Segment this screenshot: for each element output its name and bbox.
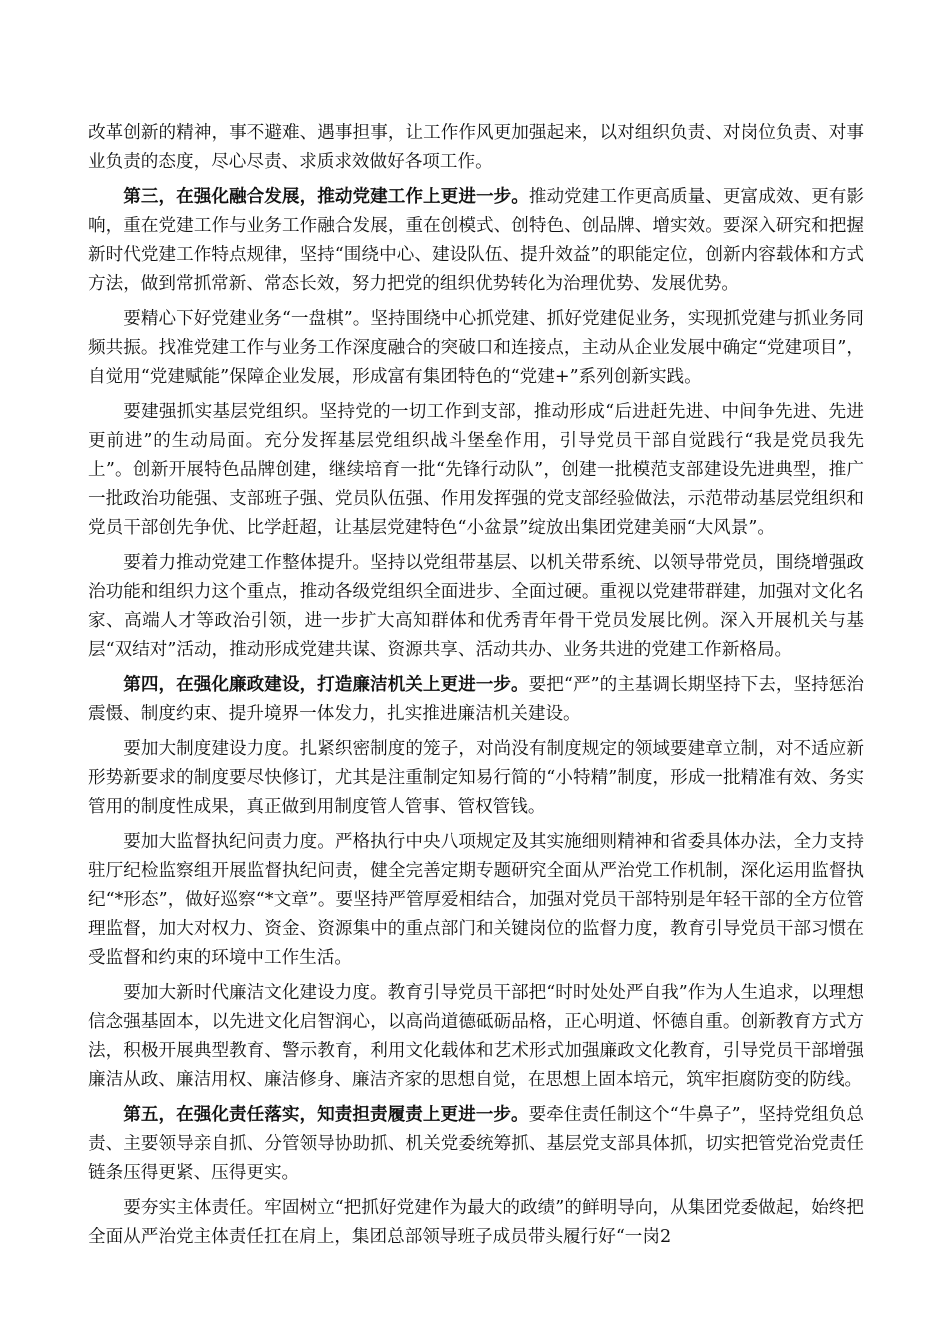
paragraph-1: [88, 118, 864, 177]
paragraph-6-text: 要把“严”的主基调长期坚持下去，坚持惩治震慑、制度约束、提升境界一体发力，扎实推进廉洁机关建设。: [88, 675, 864, 724]
paragraph-11: [88, 1193, 864, 1252]
paragraph-4: [88, 397, 864, 543]
paragraph-6-lead: 第四，在强化廉政建设，打造廉洁机关上更进一步。: [123, 674, 529, 695]
paragraph-6: [88, 670, 864, 729]
paragraph-3-text: 要精心下好党建业务“一盘棋”。坚持围绕中心抓党建、抓好党建促业务，实现抓党建与抓业务同频共振。找准党建工作与业务工作深度融合的突破口和连接点，主动从企业发展中确定“党建项目”，自觉用“党建赋能”保障企业发展，形成富有集团特色的“党建+”系列创新实践。: [88, 309, 864, 387]
paragraph-3: [88, 304, 864, 392]
paragraph-10: [88, 1100, 864, 1188]
paragraph-10-text: 要牵住责任制这个“牛鼻子”，坚持党组负总责、主要领导亲自抓、分管领导协助抓、机关党委统筹抓、基层党支部具体抓，切实把管党治党责任链条压得更紧、压得更实。: [88, 1105, 864, 1183]
paragraph-5: [88, 548, 864, 665]
paragraph-11-text: 要夯实主体责任。牢固树立“把抓好党建作为最大的政绩”的鲜明导向，从集团党委做起，始终把全面从严治党主体责任扛在肩上，集团总部领导班子成员带头履行好“一岗2: [88, 1198, 864, 1247]
paragraph-8-text: 要加大监督执纪问责力度。严格执行中央八项规定及其实施细则精神和省委具体办法，全力支持驻厅纪检监察组开展监督执纪问责，健全完善定期专题研究全面从严治党工作机制，深化运用监督执纪“*形态”，做好巡察“*文章”。要坚持严管厚爱相结合，加强对党员干部特别是年轻干部的全方位管理监督，加大对权力、资金、资源集中的重点部门和关键岗位的监督力度，教育引导党员干部习惯在受监督和约束的环境中工作生活。: [88, 832, 864, 968]
paragraph-1-text: 改革创新的精神，事不避难、遇事担事，让工作作风更加强起来，以对组织负责、对岗位负责、对事业负责的态度，尽心尽责、求质求效做好各项工作。: [88, 123, 864, 172]
document-page: [88, 118, 864, 1257]
paragraph-10-lead: 第五，在强化责任落实，知责担责履责上更进一步。: [123, 1104, 529, 1125]
paragraph-2: [88, 182, 864, 299]
paragraph-4-text: 要建强抓实基层党组织。坚持党的一切工作到支部，推动形成“后进赶先进、中间争先进、先进更前进”的生动局面。充分发挥基层党组织战斗堡垒作用，引导党员干部自觉践行“我是党员我先上”。创新开展特色品牌创建，继续培育一批“先锋行动队”，创建一批模范支部建设先进典型，推广一批政治功能强、支部班子强、党员队伍强、作用发挥强的党支部经验做法，示范带动基层党组织和党员干部创先争优、比学赶超，让基层党建特色“小盆景”绽放出集团党建美丽“大风景”。: [88, 402, 864, 538]
paragraph-7: [88, 734, 864, 822]
paragraph-9-text: 要加大新时代廉洁文化建设力度。教育引导党员干部把“时时处处严自我”作为人生追求，以理想信念强基固本，以先进文化启智润心，以高尚道德砥砺品格，正心明道、怀德自重。创新教育方式方法，积极开展典型教育、警示教育，利用文化载体和艺术形式加强廉政文化教育，引导党员干部增强廉洁从政、廉洁用权、廉洁修身、廉洁齐家的思想自觉，在思想上固本培元，筑牢拒腐防变的防线。: [88, 983, 864, 1090]
paragraph-5-text: 要着力推动党建工作整体提升。坚持以党组带基层、以机关带系统、以领导带党员，围绕增强政治功能和组织力这个重点，推动各级党组织全面进步、全面过硬。重视以党建带群建，加强对文化名家、高端人才等政治引领，进一步扩大高知群体和优秀青年骨干党员发展比例。深入开展机关与基层“双结对”活动，推动形成党建共谋、资源共享、活动共办、业务共进的党建工作新格局。: [88, 553, 864, 660]
paragraph-2-text: 推动党建工作更高质量、更富成效、更有影响，重在党建工作与业务工作融合发展，重在创模式、创特色、创品牌、增实效。要深入研究和把握新时代党建工作特点规律，坚持“围绕中心、建设队伍、提升效益”的职能定位，创新内容载体和方式方法，做到常抓常新、常态长效，努力把党的组织优势转化为治理优势、发展优势。: [88, 187, 864, 294]
paragraph-9: [88, 978, 864, 1095]
paragraph-8: [88, 827, 864, 973]
paragraph-7-text: 要加大制度建设力度。扎紧织密制度的笼子，对尚没有制度规定的领域要建章立制，对不适应新形势新要求的制度要尽快修订，尤其是注重制定知易行简的“小特精”制度，形成一批精准有效、务实管用的制度性成果，真正做到用制度管人管事、管权管钱。: [88, 739, 864, 817]
paragraph-2-lead: 第三，在强化融合发展，推动党建工作上更进一步。: [123, 186, 529, 207]
